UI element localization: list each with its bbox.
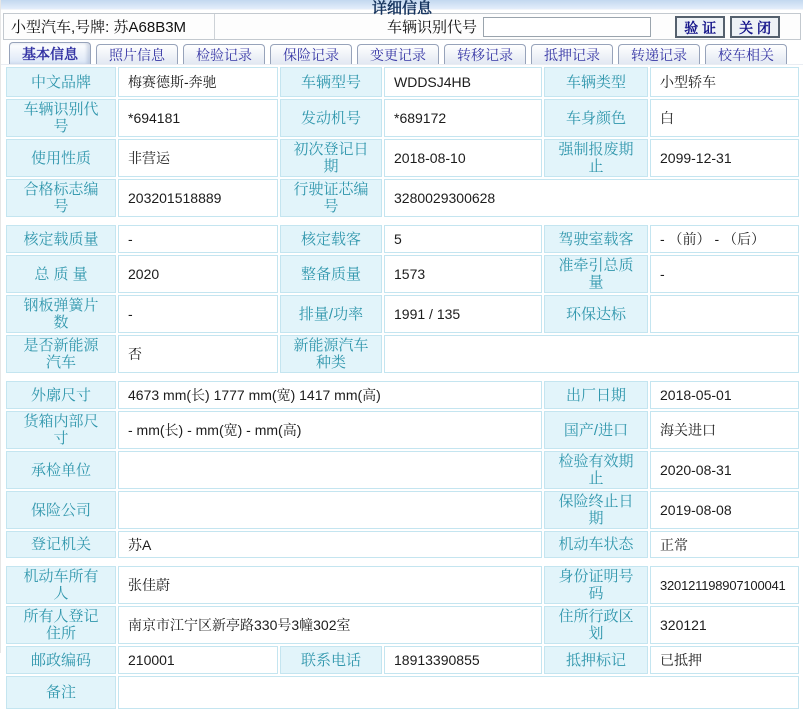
- tab-inspection-records[interactable]: 检验记录: [183, 44, 265, 64]
- field-value: [384, 335, 799, 373]
- table-row: [6, 139, 799, 177]
- table-row: [6, 566, 799, 604]
- field-label: 机动车所有人: [6, 566, 116, 604]
- field-label: 发动机号: [280, 99, 382, 137]
- field-label: 邮政编码: [6, 646, 116, 674]
- field-value: 苏A: [118, 531, 542, 558]
- field-label: 总 质 量: [6, 255, 116, 293]
- field-value: 1991 / 135: [384, 295, 542, 333]
- field-label: 强制报废期止: [544, 139, 648, 177]
- tab-transfer-records[interactable]: 转移记录: [444, 44, 526, 64]
- field-label: 合格标志编号: [6, 179, 116, 217]
- field-value: -: [118, 295, 278, 333]
- table-row: [6, 606, 799, 644]
- field-value: 3280029300628: [384, 179, 799, 217]
- table-row: [6, 225, 799, 253]
- field-label: 车辆识别代号: [6, 99, 116, 137]
- field-label: 货箱内部尺寸: [6, 411, 116, 449]
- field-label: 检验有效期止: [544, 451, 648, 489]
- field-label: 排量/功率: [280, 295, 382, 333]
- table-row: [6, 335, 799, 373]
- field-value: 2020-08-31: [650, 451, 799, 489]
- plate-summary: 小型汽车,号牌: 苏A68B3M: [4, 14, 215, 39]
- field-label: 钢板弹簧片数: [6, 295, 116, 333]
- field-value: 2099-12-31: [650, 139, 799, 177]
- field-value: 梅赛德斯-奔驰: [118, 67, 278, 97]
- field-value: 否: [118, 335, 278, 373]
- field-value: [118, 451, 542, 489]
- field-value: 4673 mm(长) 1777 mm(宽) 1417 mm(高): [118, 381, 542, 409]
- field-value: 320121198907100041: [650, 566, 799, 604]
- tab-mortgage-records[interactable]: 抵押记录: [531, 44, 613, 64]
- field-label: 国产/进口: [544, 411, 648, 449]
- field-value: 5: [384, 225, 542, 253]
- field-label: 车辆类型: [544, 67, 648, 97]
- tab-basic-info[interactable]: 基本信息: [9, 42, 91, 64]
- field-value: 张佳蔚: [118, 566, 542, 604]
- field-value: [650, 295, 799, 333]
- close-button[interactable]: 关 闭: [730, 16, 780, 38]
- field-label: 车身颜色: [544, 99, 648, 137]
- field-value: -: [650, 255, 799, 293]
- field-label: 所有人登记住所: [6, 606, 116, 644]
- field-label: 外廓尺寸: [6, 381, 116, 409]
- field-value: 海关进口: [650, 411, 799, 449]
- field-label: 行驶证芯编号: [280, 179, 382, 217]
- field-value: 小型轿车: [650, 67, 799, 97]
- field-value: [118, 491, 542, 529]
- field-value: 非营运: [118, 139, 278, 177]
- field-label: 登记机关: [6, 531, 116, 558]
- field-label: 抵押标记: [544, 646, 648, 674]
- field-value: 210001: [118, 646, 278, 674]
- vin-search-input[interactable]: [483, 17, 651, 37]
- tab-insurance-records[interactable]: 保险记录: [270, 44, 352, 64]
- tab-delivery-records[interactable]: 转递记录: [618, 44, 700, 64]
- field-value: 南京市江宁区新亭路330号3幢302室: [118, 606, 542, 644]
- field-label: 机动车状态: [544, 531, 648, 558]
- field-label: 住所行政区划: [544, 606, 648, 644]
- field-label: 新能源汽车种类: [280, 335, 382, 373]
- detail-table: [6, 67, 799, 709]
- field-label: 保险公司: [6, 491, 116, 529]
- tab-strip: [1, 43, 803, 65]
- field-label: 驾驶室载客: [544, 225, 648, 253]
- field-value: 2020: [118, 255, 278, 293]
- field-value: 白: [650, 99, 799, 137]
- field-value: 2018-08-10: [384, 139, 542, 177]
- window-titlebar: [1, 0, 803, 17]
- table-row: [6, 295, 799, 333]
- table-row: [6, 179, 799, 217]
- field-label: 使用性质: [6, 139, 116, 177]
- field-value: 正常: [650, 531, 799, 558]
- field-value: -: [118, 225, 278, 253]
- field-value: 1573: [384, 255, 542, 293]
- vin-search-label: 车辆识别代号: [387, 19, 478, 36]
- table-row: [6, 381, 799, 409]
- field-label: 整备质量: [280, 255, 382, 293]
- field-value: 2019-08-08: [650, 491, 799, 529]
- field-value: *694181: [118, 99, 278, 137]
- table-row: [6, 646, 799, 674]
- field-value: *689172: [384, 99, 542, 137]
- field-value: 203201518889: [118, 179, 278, 217]
- field-label: 核定载质量: [6, 225, 116, 253]
- window-title: 详细信息: [371, 0, 432, 17]
- field-label: 联系电话: [280, 646, 382, 674]
- table-row: [6, 411, 799, 449]
- field-value: 2018-05-01: [650, 381, 799, 409]
- table-row: [6, 99, 799, 137]
- tab-photo-info[interactable]: 照片信息: [96, 44, 178, 64]
- table-row: [6, 491, 799, 529]
- field-label: 初次登记日期: [280, 139, 382, 177]
- tab-school-bus[interactable]: 校车相关: [705, 44, 787, 64]
- field-label: 出厂日期: [544, 381, 648, 409]
- header-bar: [3, 13, 801, 40]
- field-label: 备注: [6, 676, 116, 709]
- field-label: 身份证明号码: [544, 566, 648, 604]
- table-row: [6, 255, 799, 293]
- field-label: 保险终止日期: [544, 491, 648, 529]
- field-label: 承检单位: [6, 451, 116, 489]
- table-row: [6, 676, 799, 709]
- field-value: - （前） - （后）: [650, 225, 799, 253]
- verify-button[interactable]: 验 证: [675, 16, 725, 38]
- field-label: 准牵引总质量: [544, 255, 648, 293]
- field-value: 18913390855: [384, 646, 542, 674]
- field-value: [118, 676, 799, 709]
- field-value: - mm(长) - mm(宽) - mm(高): [118, 411, 542, 449]
- table-row: [6, 451, 799, 489]
- field-label: 车辆型号: [280, 67, 382, 97]
- field-label: 是否新能源汽车: [6, 335, 116, 373]
- field-label: 核定载客: [280, 225, 382, 253]
- table-row: [6, 67, 799, 97]
- field-value: 320121: [650, 606, 799, 644]
- field-value: WDDSJ4HB: [384, 67, 542, 97]
- field-label: 环保达标: [544, 295, 648, 333]
- field-label: 中文品牌: [6, 67, 116, 97]
- table-row: [6, 531, 799, 558]
- tab-change-records[interactable]: 变更记录: [357, 44, 439, 64]
- field-value: 已抵押: [650, 646, 799, 674]
